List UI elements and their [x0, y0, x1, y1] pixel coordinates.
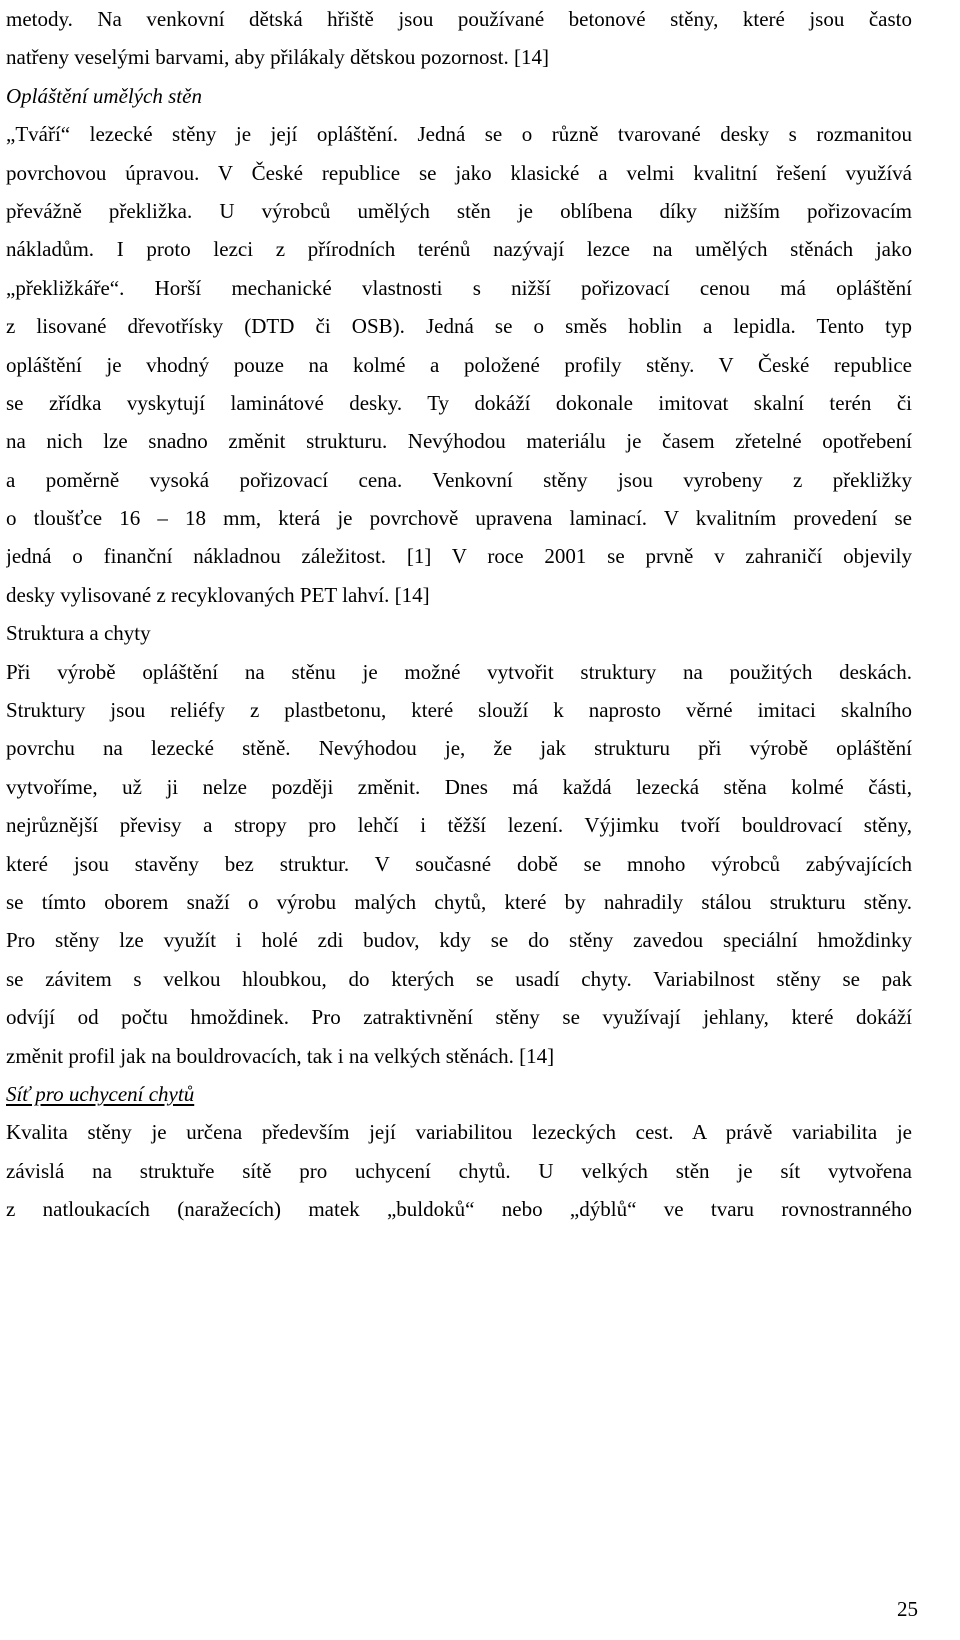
section-heading-text: Síť pro uchycení chytů: [6, 1081, 195, 1106]
text-line: „Tváří“ lezecké stěny je její opláštění. Jedná se o různě tvarované desky s rozmanitou: [6, 122, 912, 147]
text-line: změnit profil jak na bouldrovacích, tak i na velkých stěnách. [14]: [6, 1043, 555, 1068]
text-line: se zřídka vyskytují laminátové desky. Ty dokáží dokonale imitovat skalní terén či: [6, 390, 912, 415]
text-line: natřeny veselými barvami, aby přilákaly dětskou pozornost. [14]: [6, 45, 549, 70]
section-heading-text: Struktura a chyty: [6, 621, 151, 646]
section-heading-cladding: [6, 77, 912, 115]
text-line: desky vylisované z recyklovaných PET lahví. [14]: [6, 582, 430, 607]
text-line: se tímto oborem snaží o výrobu malých chytů, které by nahradily stálou strukturu stěny.: [6, 889, 912, 914]
cladding-paragraph: [6, 115, 912, 614]
text-line: nejrůznější převisy a stropy pro lehčí i těžší lezení. Výjimku tvoří bouldrovací stěny,: [6, 813, 912, 838]
section-heading-net: [6, 1075, 912, 1113]
text-line: Kvalita stěny je určena především její variabilitou lezeckých cest. A právě variabilita je: [6, 1120, 912, 1145]
text-line: povrchovou úpravou. V České republice se jako klasické a velmi kvalitní řešení využívá: [6, 160, 912, 185]
text-line: a poměrně vysoká pořizovací cena. Venkovní stěny jsou vyrobeny z překližky: [6, 467, 912, 492]
text-line: převážně překližka. U výrobců umělých stěn je oblíbena díky nižším pořizovacím: [6, 198, 912, 223]
text-line: které jsou stavěny bez struktur. V současné době se mnoho výrobců zabývajících: [6, 851, 912, 876]
text-line: povrchu na lezecké stěně. Nevýhodou je, že jak strukturu při výrobě opláštění: [6, 736, 912, 761]
text-line: se závitem s velkou hloubkou, do kterých se usadí chyty. Variabilnost stěny se pak: [6, 966, 912, 991]
text-line: metody. Na venkovní dětská hřiště jsou používané betonové stěny, které jsou často: [6, 7, 912, 31]
page-content: [6, 0, 912, 1229]
structure-paragraph: [6, 653, 912, 1075]
text-line: z natloukacích (naražecích) matek „buldoků“ nebo „dýblů“ ve tvaru rovnostranného: [6, 1197, 912, 1222]
section-heading-structure: [6, 614, 912, 652]
text-line: nákladům. I proto lezci z přírodních terénů nazývají lezce na umělých stěnách jako: [6, 237, 912, 262]
text-line: jedná o finanční nákladnou záležitost. [1] V roce 2001 se prvně v zahraničí objevily: [6, 544, 912, 569]
text-line: „překližkáře“. Horší mechanické vlastnosti s nižší pořizovací cenou má opláštění: [6, 275, 912, 300]
text-line: na nich lze snadno změnit strukturu. Nevýhodou materiálu je časem zřetelné opotřebení: [6, 429, 912, 454]
page-number: 25: [897, 1597, 918, 1621]
text-line: vytvoříme, už ji nelze později změnit. Dnes má každá lezecká stěna kolmé části,: [6, 774, 912, 799]
text-line: opláštění je vhodný pouze na kolmé a položené profily stěny. V České republice: [6, 352, 912, 377]
text-line: Struktury jsou reliéfy z plastbetonu, které slouží k naprosto věrné imitaci skalního: [6, 698, 912, 723]
text-line: Pro stěny lze využít i holé zdi budov, kdy se do stěny zavedou speciální hmoždinky: [6, 928, 912, 953]
net-paragraph: [6, 1113, 912, 1228]
text-line: o tloušťce 16 – 18 mm, která je povrchově upravena laminací. V kvalitním provedení se: [6, 506, 912, 531]
text-line: Při výrobě opláštění na stěnu je možné vytvořit struktury na použitých deskách.: [6, 659, 912, 684]
text-line: závislá na struktuře sítě pro uchycení chytů. U velkých stěn je sít vytvořena: [6, 1158, 912, 1183]
section-heading-text: Opláštění umělých stěn: [6, 83, 202, 108]
intro-paragraph: [6, 0, 912, 77]
text-line: z lisované dřevotřísky (DTD či OSB). Jedná se o směs hoblin a lepidla. Tento typ: [6, 314, 912, 339]
text-line: odvíjí od počtu hmoždinek. Pro zatraktivnění stěny se využívají jehlany, které dokáží: [6, 1005, 912, 1030]
